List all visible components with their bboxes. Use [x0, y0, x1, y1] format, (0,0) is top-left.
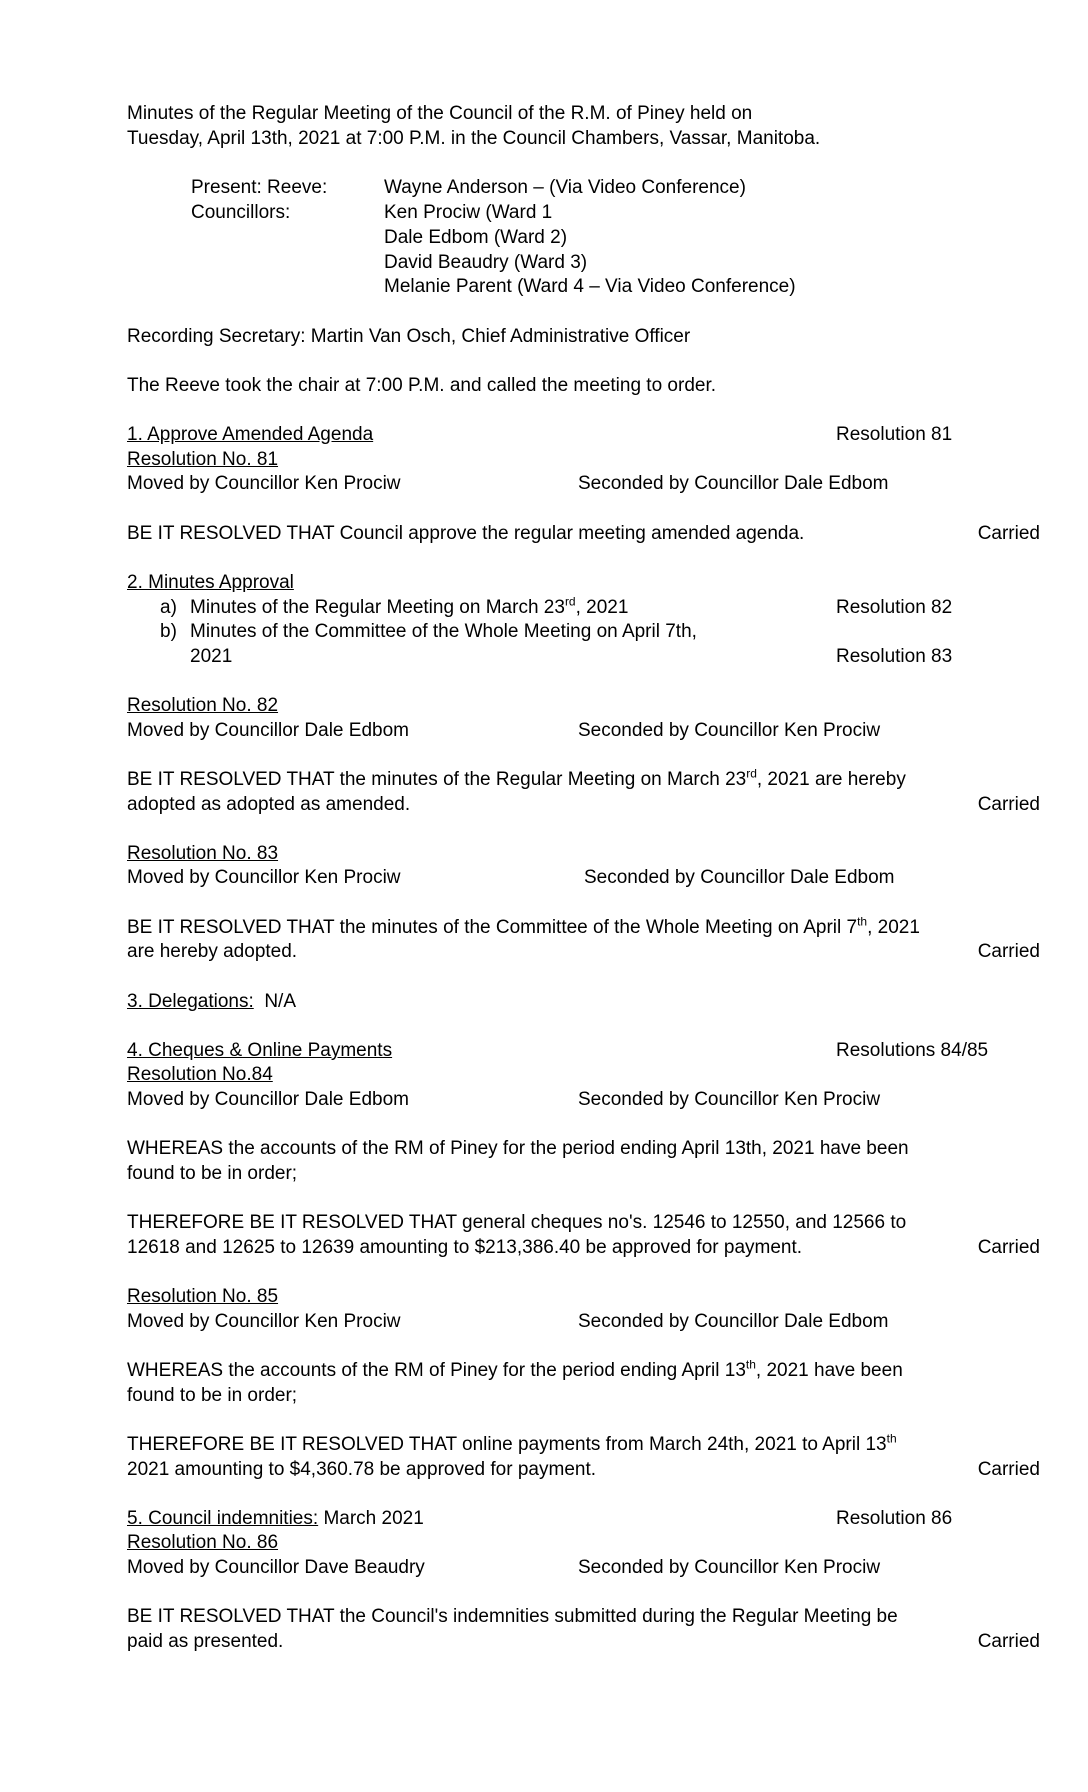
- resolution-84-therefore-2: 12618 and 12625 to 12639 amounting to $213,386.40 be approved for payment.: [127, 1237, 803, 1258]
- resolution-82-text-2: adopted as adopted as amended.: [127, 794, 411, 815]
- reeve-name: Wayne Anderson – (Via Video Conference): [384, 177, 746, 198]
- resolution-83-moved: Moved by Councillor Ken Prociw: [127, 867, 401, 888]
- section-5: [127, 1506, 424, 1531]
- resolution-81-moved: Moved by Councillor Ken Prociw: [127, 473, 401, 494]
- councillor-2: Dale Edbom (Ward 2): [384, 227, 568, 248]
- resolution-86-text-1: BE IT RESOLVED THAT the Council's indemnities submitted during the Regular Meeting be: [127, 1606, 898, 1627]
- section-1-ref: Resolution 81: [836, 424, 953, 445]
- resolution-81-text: BE IT RESOLVED THAT Council approve the regular meeting amended agenda.: [127, 523, 805, 544]
- resolution-86-moved: Moved by Councillor Dave Beaudry: [127, 1557, 425, 1578]
- resolution-84-therefore-1: THEREFORE BE IT RESOLVED THAT general cheques no's. 12546 to 12550, and 12566 to: [127, 1212, 907, 1233]
- section-3-value: N/A: [264, 991, 296, 1012]
- resolution-84-seconded: Seconded by Councillor Ken Prociw: [578, 1089, 881, 1110]
- item-a-marker: a): [160, 597, 177, 618]
- item-b-marker: b): [160, 621, 177, 642]
- resolution-84-whereas-2: found to be in order;: [127, 1163, 298, 1184]
- section-3: [127, 989, 296, 1014]
- resolution-82-number: Resolution No. 82: [127, 695, 279, 716]
- section-2-heading: 2. Minutes Approval: [127, 572, 294, 593]
- item-b-ref: Resolution 83: [836, 646, 953, 667]
- resolution-85-whereas-1: WHEREAS the accounts of the RM of Piney for the period ending April 13th, 2021 have been: [127, 1357, 903, 1381]
- resolution-86-text-2: paid as presented.: [127, 1631, 284, 1652]
- councillors-label: Councillors:: [191, 202, 291, 223]
- resolution-86-number: Resolution No. 86: [127, 1532, 279, 1553]
- resolution-85-therefore-2: 2021 amounting to $4,360.78 be approved for payment.: [127, 1459, 597, 1480]
- recording-secretary: Recording Secretary: Martin Van Osch, Chief Administrative Officer: [127, 326, 691, 347]
- resolution-83-text-1: BE IT RESOLVED THAT the minutes of the Committee of the Whole Meeting on April 7th, 2021: [127, 914, 920, 938]
- councillor-3: David Beaudry (Ward 3): [384, 252, 588, 273]
- resolution-82-seconded: Seconded by Councillor Ken Prociw: [578, 720, 881, 741]
- resolution-84-moved: Moved by Councillor Dale Edbom: [127, 1089, 409, 1110]
- section-1-heading: 1. Approve Amended Agenda: [127, 424, 374, 445]
- councillor-1: Ken Prociw (Ward 1: [384, 202, 553, 223]
- resolution-83-status: Carried: [977, 941, 1040, 962]
- section-5-value: March 2021: [323, 1508, 424, 1529]
- resolution-84-number: Resolution No.84: [127, 1064, 273, 1085]
- councillor-4: Melanie Parent (Ward 4 – Via Video Conference): [384, 276, 796, 297]
- item-b-text-2: 2021: [190, 646, 233, 667]
- resolution-85-seconded: Seconded by Councillor Dale Edbom: [578, 1311, 889, 1332]
- resolution-86-status: Carried: [977, 1631, 1040, 1652]
- resolution-85-therefore-1: THEREFORE BE IT RESOLVED THAT online payments from March 24th, 2021 to April 13th: [127, 1431, 897, 1455]
- resolution-81-status: Carried: [977, 523, 1040, 544]
- resolution-86-seconded: Seconded by Councillor Ken Prociw: [578, 1557, 881, 1578]
- present-label: Present: Reeve:: [191, 177, 328, 198]
- resolution-82-status: Carried: [977, 794, 1040, 815]
- section-5-heading: 5. Council indemnities:: [127, 1508, 319, 1529]
- resolution-84-whereas-1: WHEREAS the accounts of the RM of Piney for the period ending April 13th, 2021 have been: [127, 1138, 909, 1159]
- resolution-85-whereas-2: found to be in order;: [127, 1385, 298, 1406]
- item-b-text-1: Minutes of the Committee of the Whole Meeting on April 7th,: [190, 621, 697, 642]
- item-a-ref: Resolution 82: [836, 597, 953, 618]
- item-a-text: Minutes of the Regular Meeting on March 23rd, 2021: [190, 594, 629, 618]
- resolution-83-number: Resolution No. 83: [127, 843, 279, 864]
- resolution-85-number: Resolution No. 85: [127, 1286, 279, 1307]
- resolution-82-moved: Moved by Councillor Dale Edbom: [127, 720, 409, 741]
- section-3-heading: 3. Delegations:: [127, 991, 254, 1012]
- resolution-82-text-1: BE IT RESOLVED THAT the minutes of the Regular Meeting on March 23rd, 2021 are hereby: [127, 766, 906, 790]
- header-line-1: Minutes of the Regular Meeting of the Council of the R.M. of Piney held on: [127, 103, 753, 124]
- resolution-81-seconded: Seconded by Councillor Dale Edbom: [578, 473, 889, 494]
- section-4-ref: Resolutions 84/85: [836, 1040, 989, 1061]
- resolution-85-status: Carried: [977, 1459, 1040, 1480]
- resolution-85-moved: Moved by Councillor Ken Prociw: [127, 1311, 401, 1332]
- resolution-83-text-2: are hereby adopted.: [127, 941, 298, 962]
- resolution-83-seconded: Seconded by Councillor Dale Edbom: [584, 867, 895, 888]
- section-5-ref: Resolution 86: [836, 1508, 953, 1529]
- resolution-84-status: Carried: [977, 1237, 1040, 1258]
- resolution-81-number: Resolution No. 81: [127, 449, 279, 470]
- header-line-2: Tuesday, April 13th, 2021 at 7:00 P.M. in the Council Chambers, Vassar, Manitoba.: [127, 128, 821, 149]
- opening-statement: The Reeve took the chair at 7:00 P.M. and called the meeting to order.: [127, 375, 717, 396]
- section-4-heading: 4. Cheques & Online Payments: [127, 1040, 393, 1061]
